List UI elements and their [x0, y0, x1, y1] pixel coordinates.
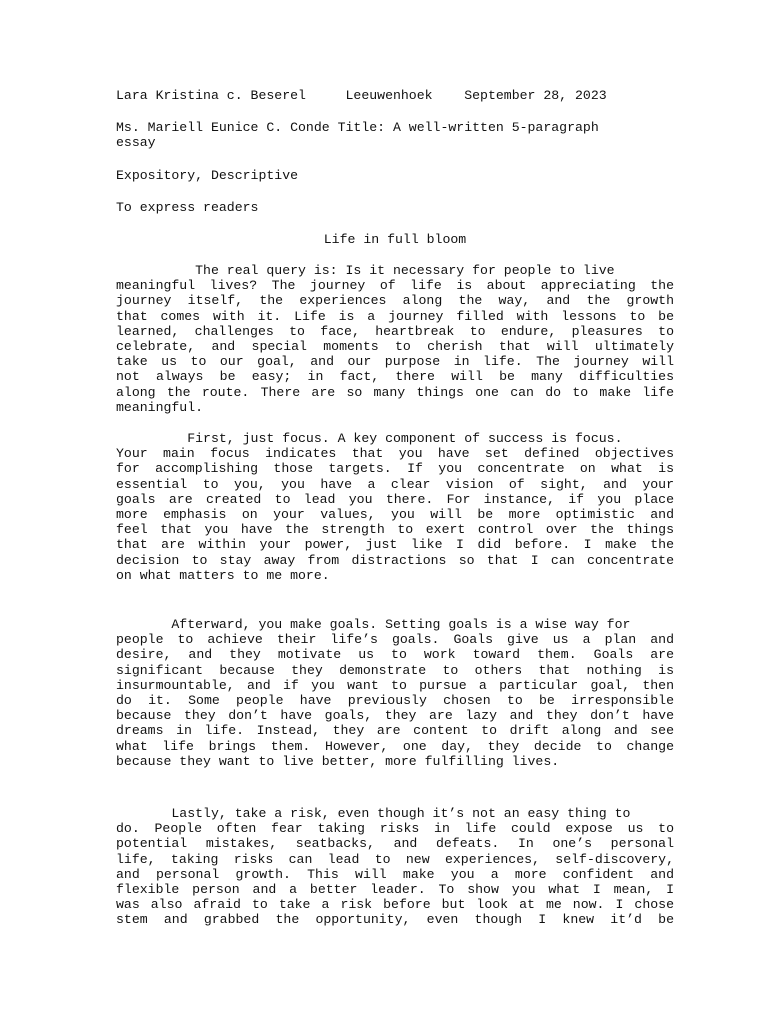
paragraph-line: goals are created to lead you there. For instance, if you place: [116, 491, 674, 507]
paragraph-line: more emphasis on your values, you will be more optimistic and: [116, 506, 674, 522]
paragraph-line: for accomplishing those targets. If you concentrate on what is: [116, 461, 674, 477]
paragraph-line: decision to stay away from distractions so that I can concentrate: [116, 552, 674, 568]
paragraph-line: dreams in life. Instead, they are content to drift along and see: [116, 723, 674, 739]
paragraph-line: Lastly, take a risk, even though it’s not an easy thing to: [116, 806, 631, 821]
paragraph-line: insurmountable, and if you want to pursue a particular goal, then: [116, 677, 674, 693]
essay-title: Life in full bloom: [323, 232, 467, 247]
paragraph-line: not always be easy; in fact, there will be many difficulties: [116, 369, 674, 385]
paragraph-line: learned, challenges to face, heartbreak to endure, pleasures to: [116, 323, 674, 339]
paragraph-line: people to achieve their life’s goals. Goals give us a plan and: [116, 632, 674, 648]
paragraph-4: [116, 806, 674, 928]
paragraph-line: do it. Some people have previously chosen to be irresponsible: [116, 692, 674, 708]
paragraph-line: do. People often fear taking risks in life could expose us to: [116, 821, 674, 837]
paragraph-line: significant because they demonstrate to others that nothing is: [116, 662, 674, 678]
paragraph-line: what life brings them. However, one day, they decide to change: [116, 738, 674, 754]
paragraph-line: that are within your power, just like I did before. I make the: [116, 537, 674, 553]
header-author-line: Lara Kristina c. Beserel Leeuwenhoek September 28, 2023: [116, 88, 607, 103]
paragraph-line: feel that you have the strength to exert control over the things: [116, 522, 674, 538]
paragraph-line: journey itself, the experiences along the way, and the growth: [116, 293, 674, 309]
paragraph-line: First, just focus. A key component of success is focus.: [116, 431, 623, 446]
paragraph-line: potential mistakes, seatbacks, and defeats. In one’s personal: [116, 836, 674, 852]
paragraph-line: meaningful lives? The journey of life is about appreciating the: [116, 278, 674, 294]
paragraph-1: [116, 263, 674, 415]
paragraph-line: celebrate, and special moments to cherish that will ultimately: [116, 338, 674, 354]
header-teacher-title-line: Ms. Mariell Eunice C. Conde Title: A well-written 5-paragraph: [116, 120, 599, 135]
paragraph-line: life, taking risks can lead to new experiences, self-discovery,: [116, 851, 674, 867]
paragraph-line: on what matters to me more.: [116, 567, 330, 583]
paragraph-line: along the route. There are so many things one can do to make life: [116, 384, 674, 400]
paragraph-line: desire, and they motivate us to work toward them. Goals are: [116, 647, 674, 663]
paragraph-line: take us to our goal, and our purpose in life. The journey will: [116, 354, 674, 370]
paragraph-line: and personal growth. This will make you a more confident and: [116, 866, 674, 882]
paragraph-line: because they don’t have goals, they are lazy and they don’t have: [116, 708, 674, 724]
header-purpose: To express readers: [116, 200, 259, 215]
header-teacher-title-continuation: essay: [116, 135, 156, 150]
paragraph-line: Afterward, you make goals. Setting goals is a wise way for: [116, 617, 631, 632]
paragraph-2: [116, 431, 674, 583]
paragraph-line: flexible person and a better leader. To show you what I mean, I: [116, 881, 674, 897]
paragraph-line: Your main focus indicates that you have set defined objectives: [116, 446, 674, 462]
paragraph-3: [116, 617, 674, 769]
paragraph-line: stem and grabbed the opportunity, even though I knew it’d be: [116, 912, 674, 928]
paragraph-line: meaningful.: [116, 399, 204, 415]
paragraph-line: that comes with it. Life is a journey filled with lessons to be: [116, 308, 674, 324]
paragraph-line: was also afraid to take a risk before but look at me now. I chose: [116, 897, 674, 913]
paragraph-line: The real query is: Is it necessary for people to live: [116, 263, 615, 278]
paragraph-line: essential to you, you have a clear vision of sight, and your: [116, 476, 674, 492]
header-essay-type: Expository, Descriptive: [116, 168, 299, 183]
paragraph-line: because they want to live better, more fulfilling lives.: [116, 753, 560, 769]
